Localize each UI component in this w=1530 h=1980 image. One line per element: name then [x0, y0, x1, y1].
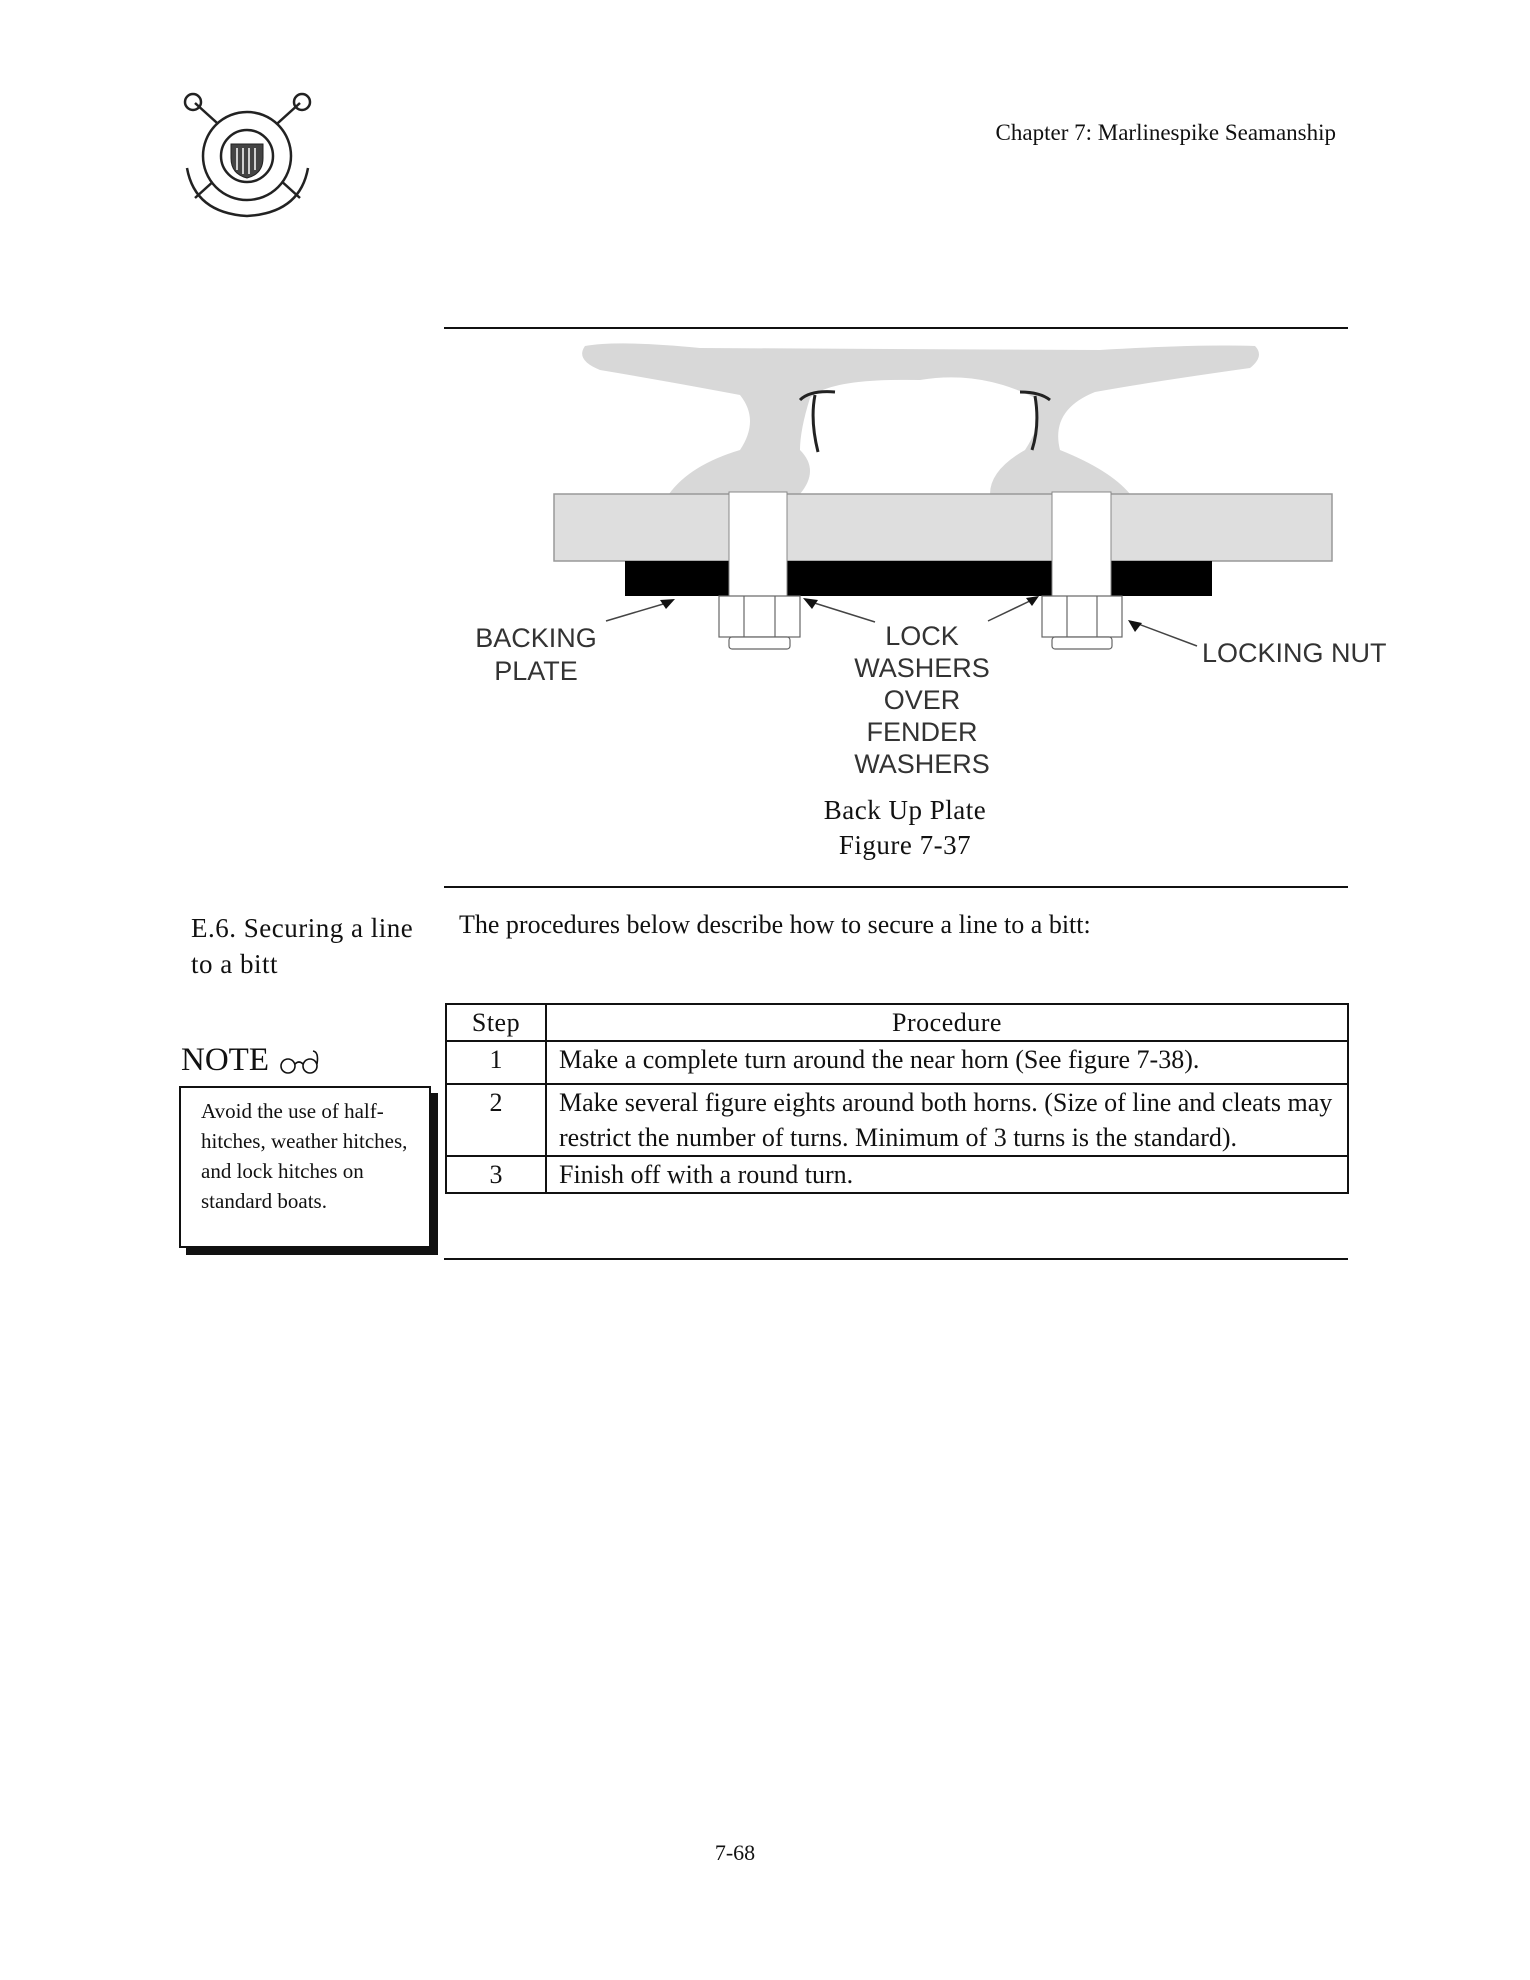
step-number: 3	[446, 1156, 546, 1193]
chapter-title: Chapter 7: Marlinespike Seamanship	[995, 120, 1336, 145]
note-box	[179, 1086, 431, 1248]
table-row	[446, 1041, 1348, 1084]
deck-board	[554, 494, 1332, 561]
coast-guard-seal-logo	[175, 88, 320, 223]
backing-plate	[625, 561, 1212, 596]
label-lock: LOCK	[885, 621, 959, 651]
washer-right	[1052, 637, 1112, 649]
bolt-right	[1052, 492, 1111, 596]
procedure-text: Make a complete turn around the near horn (See figure 7-38).	[546, 1041, 1348, 1084]
table-bottom-rule	[444, 1258, 1348, 1260]
label-over: OVER	[883, 685, 961, 715]
eyeglasses-icon	[277, 1048, 321, 1072]
cleat-shape	[582, 343, 1259, 494]
label-washers-2: WASHERS	[854, 749, 990, 779]
figure-caption-number: Figure 7-37	[838, 830, 972, 860]
bolt-left	[729, 492, 787, 596]
table-header-row	[446, 1004, 1348, 1041]
note-label	[181, 1042, 321, 1079]
table-row	[446, 1084, 1348, 1156]
figure-bottom-rule	[444, 886, 1348, 888]
figure-caption-title: Back Up Plate	[823, 795, 987, 825]
header-step: Step	[446, 1004, 546, 1041]
section-heading: E.6. Securing a line to a bitt	[191, 913, 414, 979]
label-locking-nut: LOCKING NUT	[1202, 638, 1387, 668]
procedure-table	[445, 1003, 1349, 1194]
page-number: 7-68	[714, 1840, 756, 1865]
top-rule	[444, 327, 1348, 329]
table-row	[446, 1156, 1348, 1193]
header-procedure: Procedure	[546, 1004, 1348, 1041]
label-washers: WASHERS	[854, 653, 990, 683]
nut-right	[1042, 596, 1122, 637]
label-backing: BACKING	[475, 623, 597, 653]
label-fender: FENDER	[866, 717, 978, 747]
step-number: 2	[446, 1084, 546, 1156]
intro-text: The procedures below describe how to secure a line to a bitt:	[459, 910, 1091, 939]
washer-left	[729, 637, 790, 649]
step-number: 1	[446, 1041, 546, 1084]
procedure-text: Make several figure eights around both horns. (Size of line and cleats may restrict the number of turns. Minimum of 3 turns is the standard).	[546, 1084, 1348, 1156]
nut-left	[719, 596, 800, 637]
note-label-text: NOTE	[181, 1042, 269, 1078]
note-text: Avoid the use of half-hitches, weather hitches, and lock hitches on standard boats.	[201, 1099, 408, 1213]
label-plate: PLATE	[494, 656, 578, 686]
figure-back-up-plate	[444, 330, 1387, 890]
procedure-text: Finish off with a round turn.	[546, 1156, 1348, 1193]
